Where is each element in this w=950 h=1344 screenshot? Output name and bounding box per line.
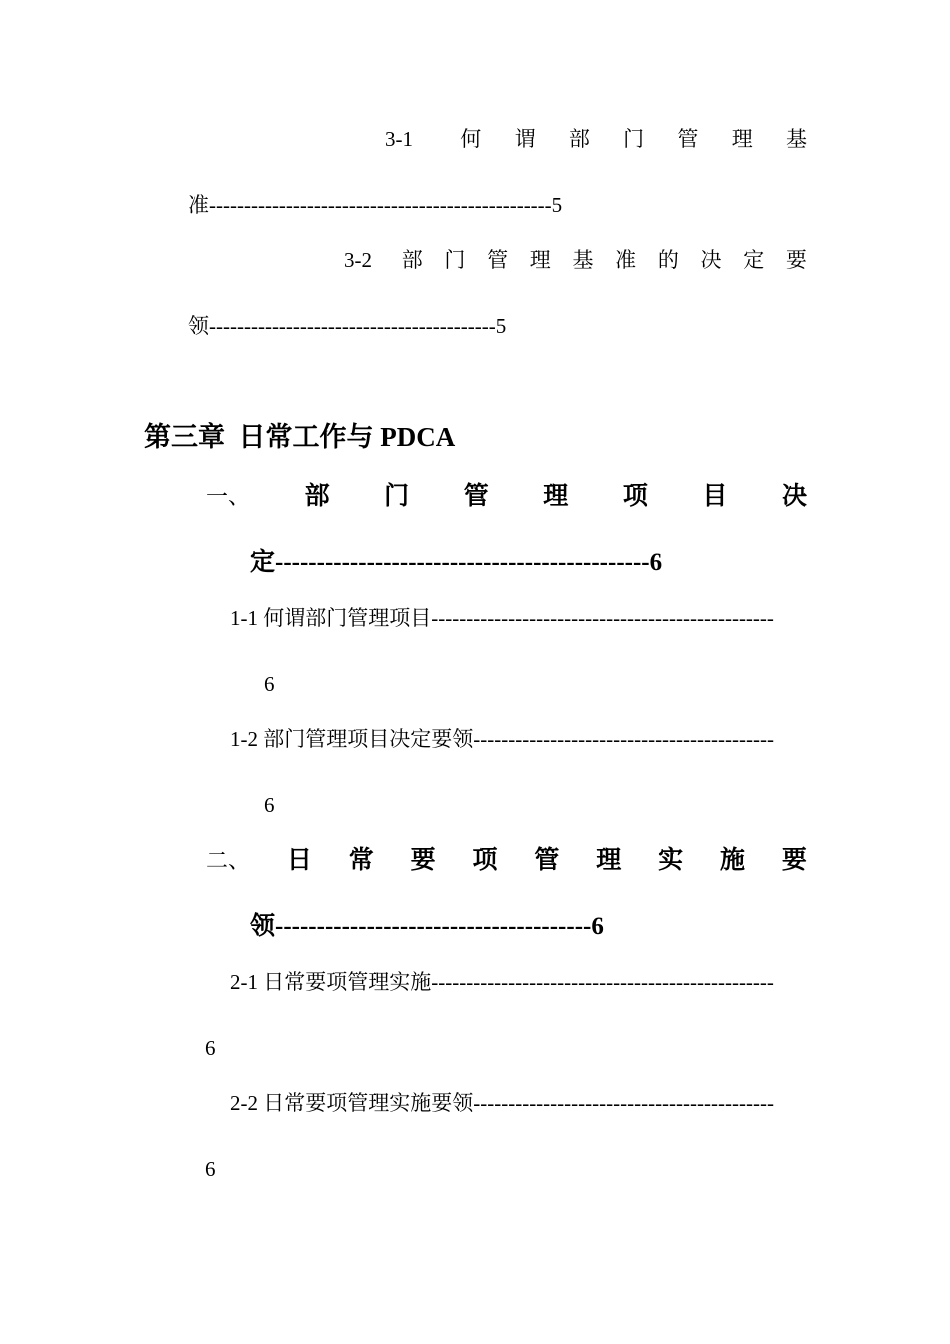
toc-char: 实 <box>658 847 684 874</box>
toc-char: 管 <box>677 127 699 151</box>
toc-char: 管 <box>534 847 560 874</box>
toc-section-2-tail: 领--------------------------------------6 <box>250 913 604 940</box>
toc-char: 基 <box>785 127 807 151</box>
toc-char: 要 <box>781 847 807 874</box>
toc-entry-2-2: 2-2 日常要项管理实施要领------------------------------------------- <box>230 1091 774 1115</box>
toc-number: 3-2 <box>344 248 372 272</box>
toc-char: 定 <box>743 248 765 272</box>
toc-char: 施 <box>720 847 746 874</box>
toc-section-prefix: 一、 <box>206 484 251 509</box>
toc-char: 理 <box>529 248 551 272</box>
toc-section-2-leader <box>250 914 604 939</box>
toc-char: 管 <box>487 248 509 272</box>
toc-char: 准 <box>615 248 637 272</box>
toc-entry-1-1-page: 6 <box>264 672 275 696</box>
toc-char: 决 <box>700 248 722 272</box>
toc-char: 基 <box>572 248 594 272</box>
toc-entry-1-1: 1-1 何谓部门管理项目------------------------------------------------- <box>230 606 774 630</box>
toc-char: 谓 <box>514 127 536 151</box>
toc-entry-1-2: 1-2 部门管理项目决定要领------------------------------------------- <box>230 727 774 751</box>
toc-char: 理 <box>596 847 622 874</box>
toc-entry-2-1: 2-1 日常要项管理实施------------------------------------------------- <box>230 970 774 994</box>
toc-section-prefix: 二、 <box>206 848 251 873</box>
toc-entry-3-1-leader: 准-------------------------------------------------5 <box>188 193 563 217</box>
toc-char: 管 <box>463 483 489 510</box>
toc-char: 的 <box>657 248 679 272</box>
toc-entry-3-2 <box>344 250 807 271</box>
toc-char: 要 <box>410 847 436 874</box>
toc-section-1-leader <box>250 550 662 575</box>
toc-char: 项 <box>622 483 648 510</box>
toc-char: 项 <box>472 847 498 874</box>
toc-char: 部 <box>304 483 330 510</box>
toc-char: 理 <box>543 483 569 510</box>
toc-char: 要 <box>785 248 807 272</box>
toc-char: 门 <box>444 248 466 272</box>
toc-char: 决 <box>781 483 807 510</box>
toc-section-1-tail: 定---------------------------------------------6 <box>250 549 663 576</box>
chapter-heading: 第三章 日常工作与 PDCA <box>144 422 456 452</box>
toc-char: 部 <box>401 248 423 272</box>
toc-section-1 <box>206 484 807 509</box>
toc-entry-2-1-page: 6 <box>205 1036 216 1060</box>
toc-char: 何 <box>460 127 482 151</box>
toc-number: 3-1 <box>385 127 413 151</box>
toc-char: 理 <box>731 127 753 151</box>
toc-entry-3-1 <box>385 129 807 150</box>
toc-char: 门 <box>384 483 410 510</box>
toc-entry-3-2-leader: 领-----------------------------------------5 <box>188 314 507 338</box>
toc-char: 部 <box>568 127 590 151</box>
toc-entry-1-2-page: 6 <box>264 793 275 817</box>
toc-section-2 <box>206 848 807 873</box>
toc-char: 日 <box>286 847 312 874</box>
toc-char: 门 <box>623 127 645 151</box>
toc-char: 常 <box>348 847 374 874</box>
toc-entry-2-2-page: 6 <box>205 1157 216 1181</box>
toc-char: 目 <box>702 483 728 510</box>
